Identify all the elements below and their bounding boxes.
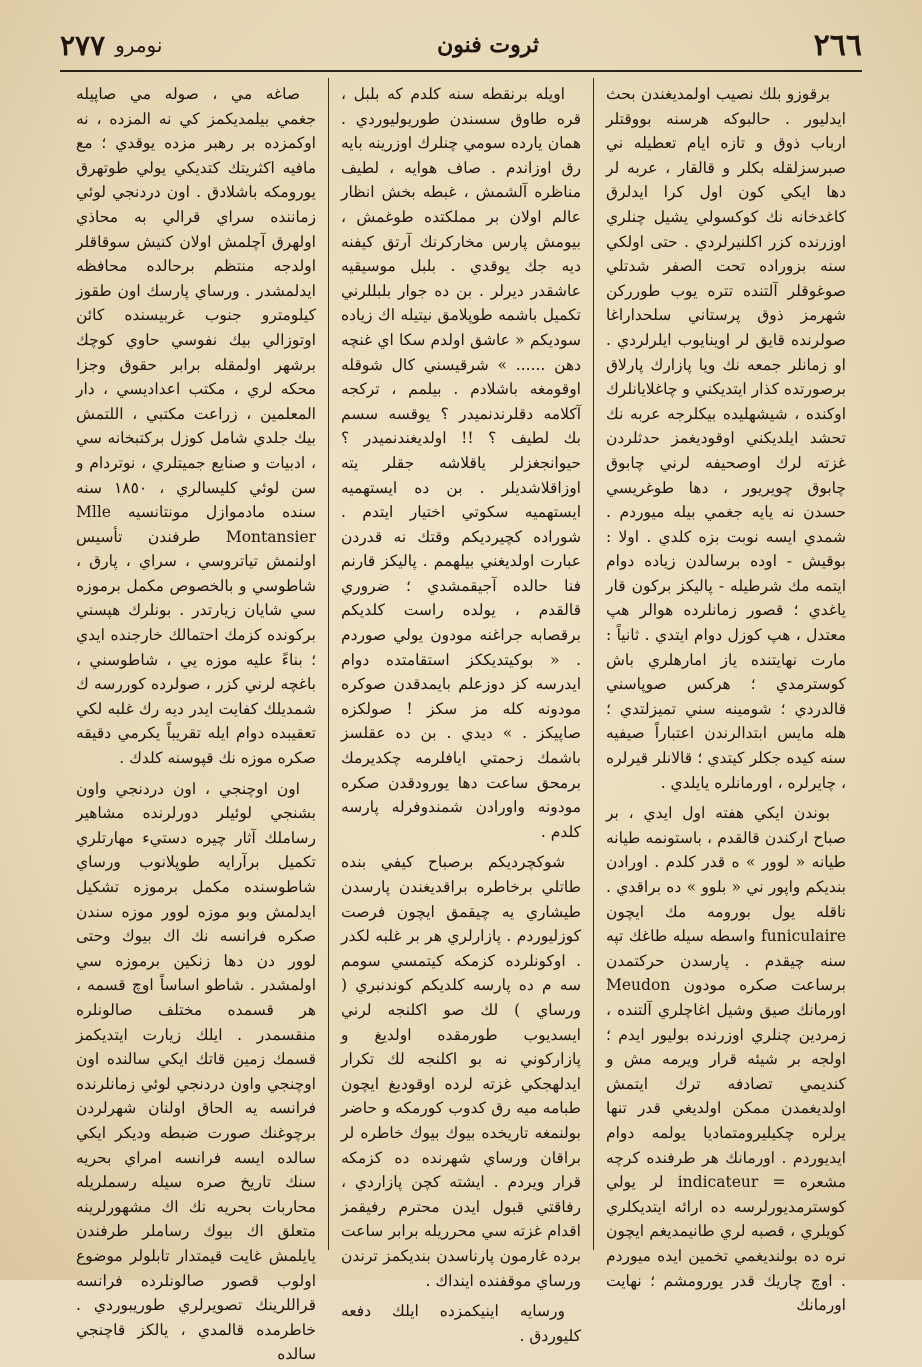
issue-number: ٢٧٧ <box>60 28 106 62</box>
paragraph: ورسايه اينيكمزده ايلك دفعه كليوردق . <box>341 1302 581 1345</box>
paragraph: صاغه مي ، صوله مي صاپيله جغمي بيلمديكمز كي نه المزده ، نه اوكمزده بر رهبر مزده يوقدي ؛ مع مافيه اكثريتك كتديكي يولي طوتهرق يورومكه باشلادق . اون دردنجي لوئي زماننده سراي قرالي به محاذي اولهرق آچلمش اولان كنيش سوقاقلر اولدجه منتظم برحالده محافظه ايدلمشدر . ورساي پارسك اون طقوز كيلومترو جنوب غربيسنده كائن اوتوزالي بيك نفوسي حاوي كوچك برشهر اولمقله برابر حقوق وجزا محكه لري ، مكتب اعداديسي ، دار المعلمين ، زراعت مكتبي ، اللتمش بيك جلدي شامل كوزل بركتبخانه سي ، ادبيات و صنايع جميتلري ، نوتردام و سن لوئي كليسالري ، ١٨٥٠ سنه سنده مادموازل مونتانسيه Mlle Montansier طرفندن تأسيس اولنمش تياتروسي ، سراي ، پارق ، شاطوسي و بالخصوص مكمل برموزه سي شايان زيارتدر . بونلرك هپسني بركونده كزمك احتمالك خارجنده ايدي ؛ بناءً عليه موزه يي ، شاطوسني ، باغچه لرني كزر ، صولرده كوررسه ك شمديلك كفايت ايدر ديه رك غلبه لكي تعقيبده دوام ايله تقريباً يكرمي دقيقه صكره موزه نك قپوسنه كلدك . <box>76 85 316 768</box>
issue-label: نومرو <box>115 33 163 57</box>
page-header <box>60 24 862 66</box>
header-rule <box>60 70 862 72</box>
page-number: ٢٦٦ <box>813 27 862 63</box>
journal-title: ثروت فنون <box>437 32 540 58</box>
paragraph: برقوزو بلك نصيب اولمديغندن بحث ايدليور . حالبوكه هرسنه بووقتلر ارباب ذوق و تازه ايام تعطيله ني صبرسزلقله بكلر و قالقار ، عربه لر دها ايكي كون اول كرا ايدلرق كاغدخانه نك كوكسولي يشيل چنلري اوزرنده كزر اكلنيرلردي . حتى اولكي سنه بزوراده تحت الصفر شدتلي صوغوقلر آلتنده تتره يوب طوررکن شهرمز ذوق پرستاني سلحداراغا صولرنده قايق لر اوينايوب ايلرلردي . او زمانلر جمعه نك ويا پازارك پارلاق برصورتده كذار ايتديكني و چاغلايانلرك اوكنده ، شيشهليده بيكلرجه عربه نك تحشد ايلديكني اوقوديغمز حدثلردن غزته لرك اوصحيفه لرني چابوق چابوق چويريور ، دها طوغريسي حسدن نه يايه جغمي بيله ميوردم . شمدي ايسه نوبت بزه كلدي . اولا : بوقيش - اوده برسالدن زياده دوام ايتمه مك شرطيله - پاليكز بركون قار ياغدي ؛ قصور زمانلرده هوالر هپ معتدل ، هپ كوزل دوام ايتدي . ثانياً : مارت نهايتنده ياز امارهلري باش كوسترمدي ؛ هركس صوپاسني قالدردي ؛ شومينه سني تميزلتدي ؛ هله مايس ابتدالرندن اعتباراً صيفيه سنه كيده جكلر كيتدي ؛ قالانلر قيرلره ، چايرلره ، اورمانلره يايلدي . <box>606 85 846 792</box>
column-middle <box>329 78 594 1345</box>
issue-info <box>60 29 162 62</box>
column-left <box>64 78 329 1364</box>
text-columns <box>64 78 858 1364</box>
column-right <box>594 78 858 1315</box>
paragraph: اون اوچنجي ، اون دردنجي واون بشنجي لوئيلر دورلرنده مشاهير رساملك آثار چيره دستيء مهارتلري تكميل برآرايه طوپلانوب ورساي شاطوسنده مكمل برموزه تشكيل ايدلمش وبو موزه لوور موزه سندن صكره فرانسه نك اك بيوك وحتى لوور دن دها زنكين برموزه سي اولمشدر . شاطو اساساً اوچ قسمه ، هر قسمده مختلف صالونلره منقسمدر . ايلك زيارت ايتديكمز قسمك زمين قاتك ايكي سالنده اون اوچنجي واون دردنجي لوئي زمانلرنده فرانسه يه الحاق اولنان شهرلردن برچوغنك صورت ضبطه وديكر ايكي سالده ايسه فرانسه امراي بحريه سنك تاريخ صره سيله رسملريله محاربات بحريه نك اك مشهورلرينه متعلق اك بيوك رساملر طرفندن يايلمش غايت قيمتدار تابلولر موضوع اولوب قصور صالونلرده فرانسه قراللرينك تصويرلري طوريبوردي . خاطرمده قالمدي ، يالكز قاچنجي سالده <box>76 779 316 1364</box>
paragraph: اويله برنقطه سنه كلدم كه بلبل ، قره طاوق سسندن طوريوليوردي . همان يارده سومي چنلرك اوزرينه بايه رق اوزاندم . صاف هوايه ، لطيف مناظره آلشمش ، غبطه بخش انظار عالم اولان بر مملكتده طوغمش ، بيومش پارس مخارکرنك آرتق كيفنه ديه جك يوقدي . بلبل موسيقيه عاشقدر ديرلر . بن ده جوار بلبللرني تكميل باشمه طوپلامق نيتيله اك زياده سوديكم « عاشق اولدم سكا اي غنچه دهن ...... » شرقيسني كال شوقله اوقومغه باشلادم . بيلمم ، تركجه آكلامه دقلرندنميدر ؟ يوقسه سسم بك لطيف ؟ !! اولديغندنميدر ؟ حيوانجغزلر ياقلاشه جقلر يته اوزاقلاشديلر . بن ده ايستهميه ايستهميه سكوتي اختيار ايتدم . شوراده كچيرديكم وقتك نه قدردن عبارت اولديغني بيلهمم . پاليكز قارنم فنا حالده آجيقمشدي ؛ ضروري قالقدم ، يولده راست كلديكم برقصابه جراغنه مودون يولي صوردم . « بوكيتديككز استقامتده دوام ايدرسه كز دوزعلم بايمدقدن صوكره مودونه كله مز سكز ! صولكزه صاپيكز . » ديدي . بن ده عقلسز باشمك زحمتي ايافلرمه چكديرمك برمحق ساعت دها يورودقدن صكره مودونه واورادن شمندوفرله پارسه كلدم . <box>341 85 581 841</box>
paragraph: شوكچرديكم برصباح كيفي بنده طاتلي برخاطره براقديغندن پارسدن طيشاري يه چيقمق ايچون فرصت كوزليوردم . پازارلري هر بر غلبه لكدر . اوكونلرده كزمكه كيتمسي سومم سه م ده پارسه كلديكم كوندنبري ( ورساي ) لك صو اكلنجه لرني ايسديوب طورمقده اولديغ و پازاركوني نه بو اكلنجه لك تكرار ايدلهجكي غزته لرده اوقوديغ ايچون طبامه ميه رق كدوب كورمكه و حاضر بولنمغه تاريخده بيوك بيوك خاطره لر براقان ورساي شهرنده ده كزمكه قرار ويردم . ايشته كچن پازاردي ، رفاقتي قبول ايدن محترم رفيقمز اقدام غزته سي محرريله برابر ساعت برده غارمون پارناسدن بنديكمز ترندن ورساي موقفنده اينداك . <box>341 853 581 1290</box>
paragraph: بوندن ايكي هفته اول ايدي ، بر صباح اركندن قالقدم ، باستونمه طيانه طيانه « لوور » ه قدر كلدم . اورادن بنديكم واپور ني « بلوو » ده براقدي . ناقله يول بورومه مك ايچون funiculaire واسطه سيله طاغك تپه سنه چيقدم . پارسدن حركتمدن برساعت صكره مودون Meudon اورمانك صيق وشيل اغاچلري آلتنده ، زمردين چنلري اوزرنده بوليور ايدم ؛ اولجه بر شيئه قرار ويرمه مش و كنديمي تصادفه ترك ايتمش اولديغمدن ممكن اولديغي قدر تنها يرلره چكيليرومتماديا يولمه دوام ايديوردم . اورمانك هر طرفنده كرچه مشعره = indicateur لر يولي كوسترمديورلرسه ده ارائه ايتديكلري كويلري ، قصبه لري طانيمديغم ايچون نره ده بولنديغمي تخمين ايده ميوردم . اوچ چاريك قدر يورومشم ؛ نهايت اورمانك <box>606 804 847 1315</box>
